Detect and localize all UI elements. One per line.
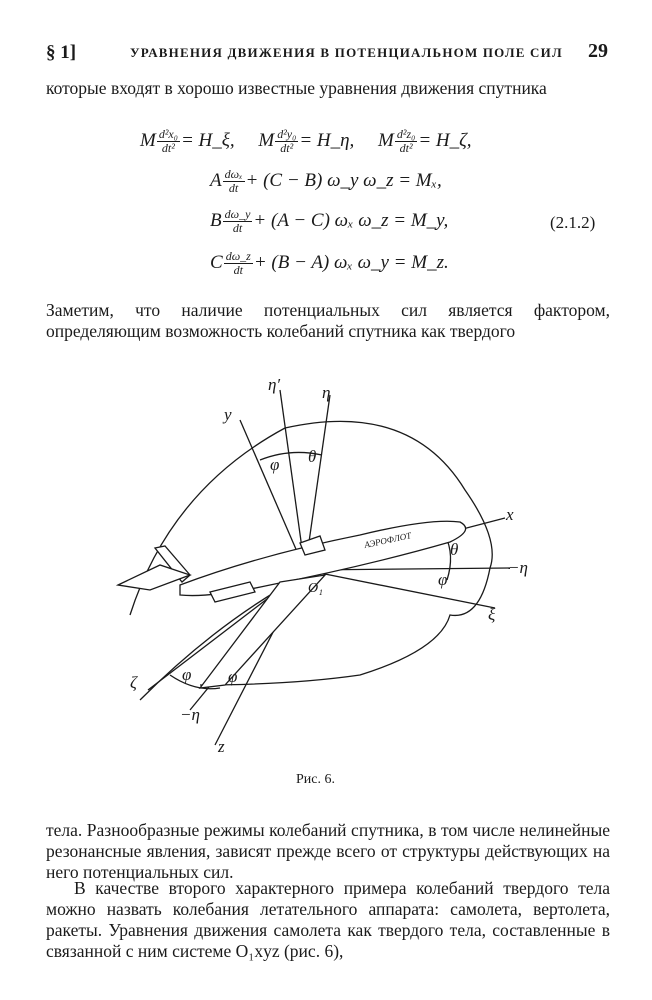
eq4-rhs: + (B − A) ωₓ ω_y = M_z. [253,251,449,273]
eq1-frac-2-den: dt² [280,141,294,155]
label-phi-top: φ [270,455,280,474]
axis-xi [305,570,495,608]
label-phi-bottom: φ [228,667,238,686]
eq1-frac-3-num: d²z₀ [396,127,416,141]
airplane-marking: АЭРОФЛОТ [363,530,413,550]
label-phi-right: φ [438,570,448,589]
eq2-num: dωₓ [224,167,243,181]
label-x: x [506,505,514,524]
section-number: § 1] [46,42,77,63]
label-xi: ξ [488,605,496,624]
eq1-rhs-3: = H_ζ, [418,129,472,151]
axis-y [240,420,305,570]
label-y: y [224,405,232,424]
label-minus-eta-bottom: −η [180,705,200,724]
continuation-paragraph: тела. Разнообразные режимы колебаний спутника, в том числе нелинейные резонансные явления, зависят прежде всего от структуры действующих на него потенциальных сил. [46,820,610,882]
eq2-coef: A [210,169,222,191]
eq3-rhs: + (A − C) ωₓ ω_z = M_y, [253,209,449,231]
eq1-frac-2 [275,128,298,155]
eq3-frac [223,208,253,235]
eq2-rhs: + (C − B) ω_y ω_z = Mₓ, [245,169,442,191]
eq1-frac-1 [157,128,180,155]
label-eta-prime: η′ [268,375,281,394]
equation-line-3 [210,208,448,235]
second-example-paragraph: В качестве второго характерного примера колебаний твердого тела можно назвать колебания летательного аппарата: самолета, вертолета, ракеты. Уравнения движения самолета как твердого тела, составленные в связанной с ним системе O₁xyz (рис. 6), [46,878,610,961]
eq4-den: dt [233,263,243,277]
equation-line-4 [210,250,449,277]
eq1-coef-2: M [258,129,275,151]
eq2-frac [223,168,245,195]
equation-number: (2.1.2) [550,213,596,232]
eq1-frac-3 [395,128,417,155]
eq4-coef: C [210,251,223,273]
intro-paragraph: которые входят в хорошо известные уравнения движения спутника [46,78,547,98]
label-theta-right: θ [450,540,459,559]
airplane [118,521,466,688]
label-theta-top: θ [308,447,317,466]
figure-airplane-axes [110,370,550,765]
page-number: 29 [588,40,608,62]
eq1-frac-1-den: dt² [161,141,175,155]
remark-paragraph: Заметим, что наличие потенциальных сил является фактором, определяющим возможность колебаний спутника как твердого [46,300,610,341]
eq4-num: dω_z [225,249,251,263]
figure-caption: Рис. 6. [296,772,335,787]
eq3-num: dω_y [224,207,251,221]
eq1-rhs-2: = H_η, [299,129,355,151]
label-zeta: ζ [130,673,137,692]
eq1-rhs-1: = H_ξ, [180,129,235,151]
eq1-frac-3-den: dt² [399,141,413,155]
eq1-frac-1-num: d²x₀ [158,127,178,141]
equation-line-2 [210,168,442,195]
eq4-frac [224,250,253,277]
label-origin: O₁ [308,581,323,596]
eq1-coef-1: M [140,129,156,151]
label-minus-eta: −η [508,558,528,577]
label-z: z [218,737,225,756]
label-eta: η [322,383,331,402]
eq2-den: dt [228,181,239,195]
eq1-frac-2-num: d²y₀ [277,127,297,141]
label-phi-bottom-left: φ [182,665,192,684]
eq3-den: dt [232,221,243,235]
eq1-coef-3: M [378,129,394,151]
running-title: УРАВНЕНИЯ ДВИЖЕНИЯ В ПОТЕНЦИАЛЬНОМ ПОЛЕ СИЛ [130,45,563,60]
equation-line-1 [140,128,472,155]
eq3-coef: B [210,209,222,231]
